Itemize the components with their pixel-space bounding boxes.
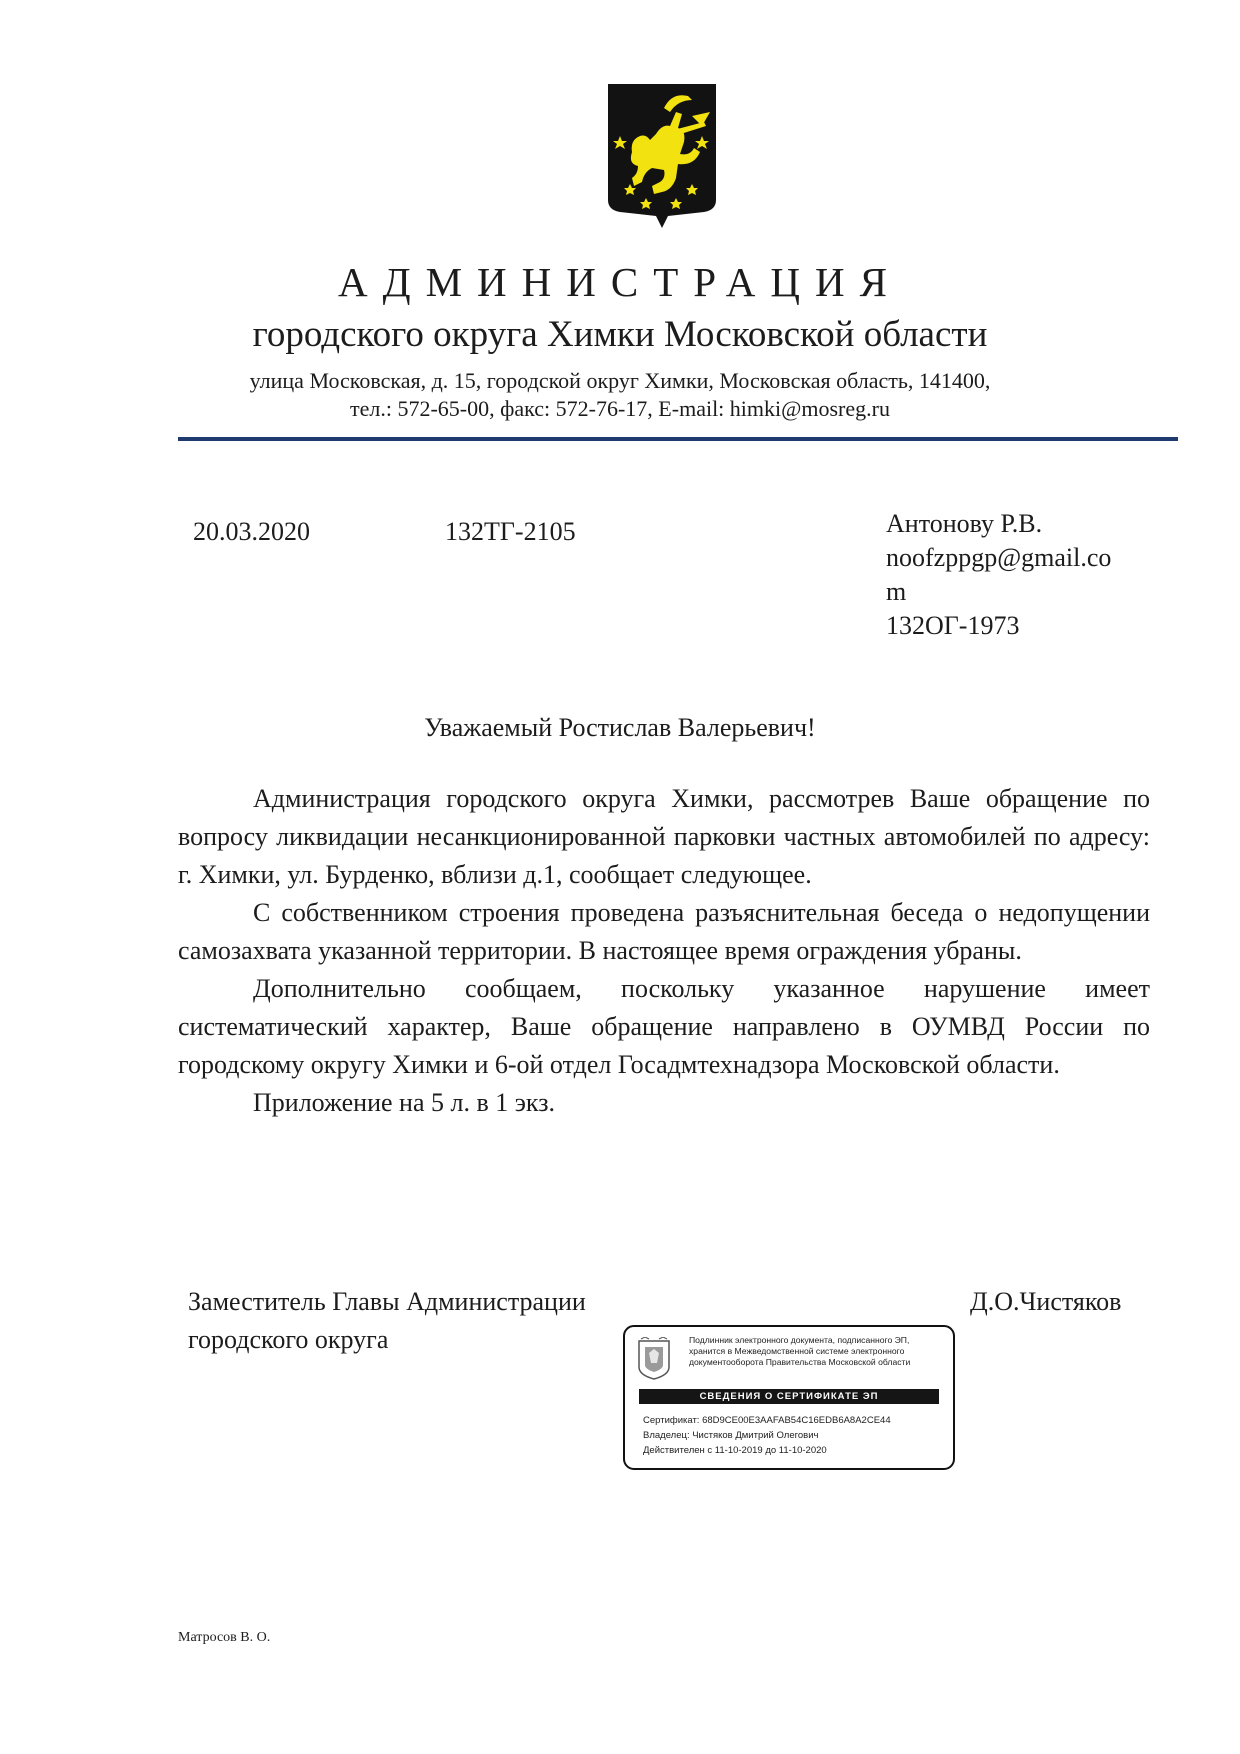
signer-position-line-1: Заместитель Главы Администрации <box>188 1287 586 1316</box>
stamp-note <box>689 1335 951 1368</box>
organization-title: АДМИНИСТРАЦИЯ <box>338 259 902 305</box>
stamp-owner: Владелец: Чистяков Дмитрий Олегович <box>643 1430 819 1441</box>
recipient-block <box>886 507 1146 643</box>
body-paragraph-2: С собственником строения проведена разъяснительная беседа о недопущении самозахвата указанной территории. В настоящее время ограждения убраны. <box>178 898 1150 965</box>
stamp-note-line-2: хранится в Межведомственной системе электронного <box>689 1346 905 1356</box>
coat-of-arms-logo <box>606 82 718 230</box>
stamp-note-line-1: Подлинник электронного документа, подписанного ЭП, <box>689 1335 910 1345</box>
document-number: 132ТГ-2105 <box>445 517 576 546</box>
organization-address: улица Московская, д. 15, городской округ Химки, Московская область, 141400, <box>249 368 991 393</box>
signer-name: Д.О.Чистяков <box>970 1287 1122 1316</box>
signer-position <box>188 1283 586 1359</box>
body-paragraph-3: Дополнительно сообщаем, поскольку указанное нарушение имеет систематический характер, Ваше обращение направлено в ОУМВД России по городскому округу Химки и 6-ой отдел Госадмтехнадзора Московской области. <box>178 974 1150 1079</box>
recipient-email-line-1: noofzppgp@gmail.co <box>886 543 1112 572</box>
stamp-note-line-3: документооборота Правительства Московской области <box>689 1357 911 1367</box>
stamp-certificate-id: Сертификат: 68D9CE00E3AAFAB54C16EDB6A8A2CE44 <box>643 1415 891 1426</box>
body-paragraph-1: Администрация городского округа Химки, рассмотрев Ваше обращение по вопросу ликвидации несанкционированной парковки частных автомобилей по адресу: г. Химки, ул. Бурденко, вблизи д.1, сообщает следующее. <box>178 784 1150 889</box>
stamp-certificate-details <box>643 1413 943 1458</box>
body-attachment-note: Приложение на 5 л. в 1 экз. <box>253 1088 555 1117</box>
signer-position-line-2: городского округа <box>188 1325 389 1354</box>
executor-name: Матросов В. О. <box>178 1630 271 1645</box>
letter-body <box>178 780 1150 1122</box>
salutation: Уважаемый Ростислав Валерьевич! <box>424 713 816 742</box>
document-date: 20.03.2020 <box>193 517 310 546</box>
electronic-signature-stamp <box>623 1325 955 1470</box>
organization-subtitle: городского округа Химки Московской области <box>252 314 988 355</box>
recipient-email-line-2: m <box>886 577 907 606</box>
moscow-region-emblem-icon <box>637 1337 671 1381</box>
organization-contacts: тел.: 572-65-00, факс: 572-76-17, E-mail: himki@mosreg.ru <box>350 396 890 421</box>
recipient-name: Антонову Р.В. <box>886 509 1043 538</box>
stamp-validity: Действителен с 11-10-2019 до 11-10-2020 <box>643 1445 827 1456</box>
header-divider <box>178 437 1178 441</box>
recipient-reference: 132ОГ-1973 <box>886 611 1020 640</box>
stamp-certificate-header: СВЕДЕНИЯ О СЕРТИФИКАТЕ ЭП <box>639 1389 939 1404</box>
